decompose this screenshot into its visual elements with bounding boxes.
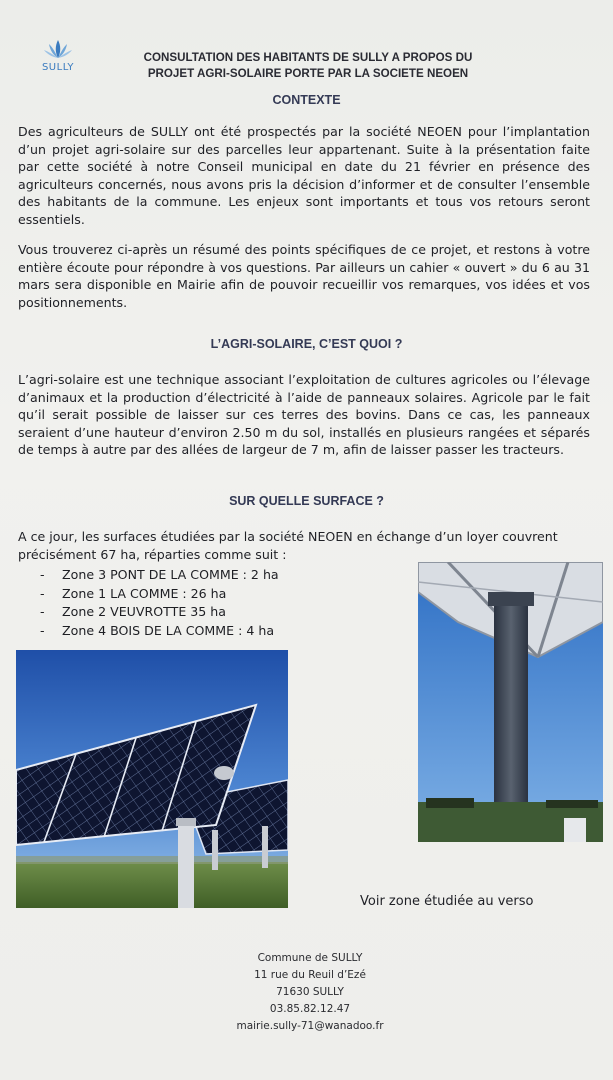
solar-array-photo (16, 650, 288, 908)
zone-item (40, 603, 279, 622)
verso-note: Voir zone étudiée au verso (360, 894, 534, 909)
title-line-2: PROJET AGRI-SOLAIRE PORTE PAR LA SOCIETE NEOEN (147, 67, 469, 80)
zone-label: Zone 3 PONT DE LA COMME : 2 ha (62, 567, 279, 582)
zone-item (40, 622, 279, 641)
logo-text: SULLY (41, 62, 75, 73)
zone-label: Zone 1 LA COMME : 26 ha (62, 585, 227, 601)
footer-phone: 03.85.82.12.47 (269, 1003, 351, 1015)
title-line-1: CONSULTATION DES HABITANTS DE SULLY A PROPOS DU (143, 51, 473, 64)
agri-paragraph: L’agri-solaire est une technique associant l’exploitation de cultures agricoles ou l’élevage d’animaux et la production d’électricité à l’aide de panneaux solaires. Agricole par le fait qu’il serait possible de laisser sur ces terres des bovins. Dans ce cas, les panneaux seraient d’une hauteur d’environ 2.50 m du sol, installés en plusieurs rangées et séparés de temps à autre par des allées de largeur de 7 m, afin de laisser passer les tracteurs. (18, 372, 590, 457)
bullet-dash: - (40, 567, 45, 582)
bullet-dash: - (40, 585, 45, 601)
zone-list (40, 566, 279, 640)
surface-paragraph: A ce jour, les surfaces étudiées par la société NEOEN en échange d’un loyer couvrent précisément 67 ha, réparties comme suit : (18, 529, 558, 562)
context-paragraph-2: Vous trouverez ci-après un résumé des points spécifiques de ce projet, et restons à votre entière écoute pour répondre à vos questions. Par ailleurs un cahier « ouvert » du 6 au 31 mars sera disponible en Mairie afin de pouvoir recueillir vos remarques, vos idées et vos positionnements. (18, 242, 590, 310)
zone-label: Zone 2 VEUVROTTE 35 ha (62, 604, 227, 619)
footer-address: 11 rue du Reuil d’Ezé (254, 969, 366, 981)
zone-label: Zone 4 BOIS DE LA COMME : 4 ha (62, 622, 275, 638)
zone-item (40, 566, 279, 585)
heading-contexte: CONTEXTE (272, 93, 341, 107)
context-paragraph-1: Des agriculteurs de SULLY ont été prospectés par la société NEOEN pour l’implantation d’un projet agri-solaire sur des parcelles leur appartenant. Suite à la présentation faite par cette société à notre Conseil municipal en date du 21 février en présence des agriculteurs concernés, nous avons pris la décision d’informer et de consulter l’ensemble des habitants de la commune. Les enjeux sont importants et tous vos retours seront essentiels. (18, 124, 590, 227)
footer-contact (180, 950, 440, 1035)
elevated-panel-photo (418, 562, 603, 842)
zone-item (40, 585, 279, 604)
heading-surface: SUR QUELLE SURFACE ? (229, 494, 384, 508)
footer-email: mairie.sully-71@wanadoo.fr (236, 1020, 384, 1032)
bullet-dash: - (40, 604, 45, 619)
lotus-icon (43, 38, 73, 60)
document-title (108, 50, 508, 82)
footer-name: Commune de SULLY (257, 952, 363, 964)
sully-logo (30, 38, 86, 82)
bullet-dash: - (40, 622, 45, 638)
footer-city: 71630 SULLY (276, 986, 344, 998)
heading-agri-solaire: L’AGRI-SOLAIRE, C’EST QUOI ? (210, 337, 403, 351)
